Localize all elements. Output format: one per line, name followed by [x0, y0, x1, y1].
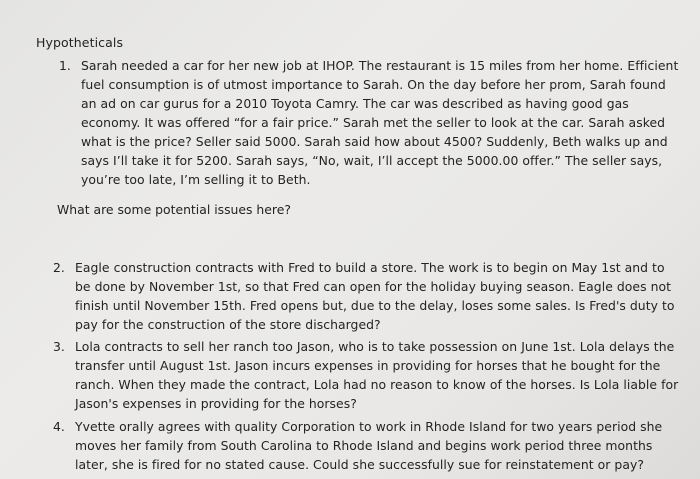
text-line: moves her family from South Carolina to Rhode Island and begins work period three months [75, 438, 653, 453]
text-line: you’re too late, I’m selling it to Beth. [81, 172, 311, 187]
text-line: Jason's expenses in providing for the horses? [75, 396, 357, 411]
text-line: Sarah needed a car for her new job at IHOP. The restaurant is 15 miles from her home. Efficient [81, 58, 679, 73]
text-line: transfer until August 1st. Jason incurs expenses in providing for horses that he bought for the [75, 358, 661, 373]
text-line: later, she is fired for no stated cause. Could she successfully sue for reinstatement or pay? [75, 457, 644, 472]
hypothetical-4 [53, 417, 663, 474]
discussion-question: What are some potential issues here? [57, 202, 291, 217]
text-line: economy. It was offered “for a fair price.” Sarah met the seller to look at the car. Sarah asked [81, 115, 666, 130]
text-line: an ad on car gurus for a 2010 Toyota Camry. The car was described as having good gas [81, 96, 629, 111]
item-number: 3. [53, 339, 65, 354]
item-number: 1. [59, 58, 71, 73]
text-line: pay for the construction of the store discharged? [75, 317, 381, 332]
text-line: Yvette orally agrees with quality Corporation to work in Rhode Island for two years period she [75, 419, 663, 434]
item-number: 4. [53, 419, 65, 434]
hypothetical-1 [59, 56, 679, 189]
text-line: Eagle construction contracts with Fred to build a store. The work is to begin on May 1st and to [75, 260, 665, 275]
text-line: finish until November 15th. Fred opens but, due to the delay, loses some sales. Is Fred's duty to [75, 298, 675, 313]
text-line: be done by November 1st, so that Fred can open for the holiday buying season. Eagle does not [75, 279, 672, 294]
item-number: 2. [53, 260, 65, 275]
text-line: ranch. When they made the contract, Lola had no reason to know of the horses. Is Lola liable for [75, 377, 679, 392]
text-line: what is the price? Seller said 5000. Sarah said how about 4500? Suddenly, Beth walks up and [81, 134, 668, 149]
text-line: fuel consumption is of utmost importance to Sarah. On the day before her prom, Sarah found [81, 77, 666, 92]
hypothetical-2 [53, 258, 675, 334]
hypothetical-3 [53, 337, 679, 413]
text-line: Lola contracts to sell her ranch too Jason, who is to take possession on June 1st. Lola delays the [75, 339, 675, 354]
text-line: says I’ll take it for 5200. Sarah says, “No, wait, I’ll accept the 5000.00 offer.” The seller says, [81, 153, 663, 168]
page-heading: Hypotheticals [36, 35, 124, 50]
